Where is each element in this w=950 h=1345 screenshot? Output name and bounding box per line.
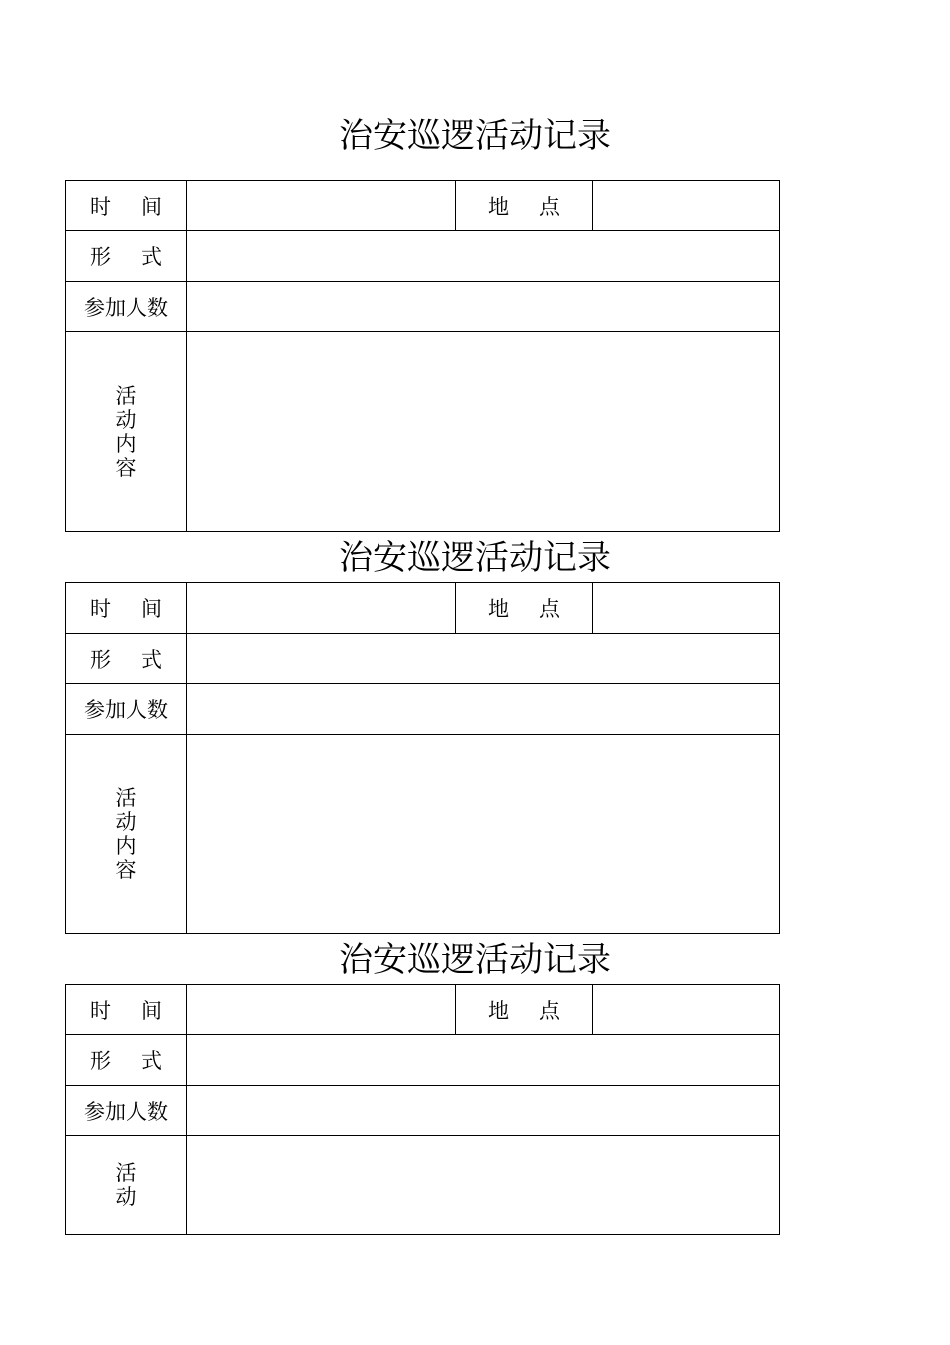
content-label: 活 动 内 容	[66, 735, 187, 934]
content-field[interactable]	[187, 735, 780, 934]
place-field[interactable]	[593, 181, 780, 231]
participants-label: 参加人数	[66, 282, 187, 332]
participants-label: 参加人数	[66, 1086, 187, 1136]
record-title-2: 治安巡逻活动记录	[339, 538, 611, 578]
participants-field[interactable]	[187, 1086, 780, 1136]
record-title-1: 治安巡逻活动记录	[339, 116, 611, 156]
record-table-3	[65, 984, 780, 1235]
content-field[interactable]	[187, 332, 780, 532]
record-table-1	[65, 180, 780, 532]
form-field[interactable]	[187, 634, 780, 684]
participants-field[interactable]	[187, 282, 780, 332]
record-title-3: 治安巡逻活动记录	[339, 940, 611, 980]
content-field[interactable]	[187, 1136, 780, 1235]
content-label: 活 动	[66, 1136, 187, 1235]
participants-field[interactable]	[187, 684, 780, 735]
form-label: 形 式	[66, 634, 187, 684]
form-label: 形 式	[66, 1035, 187, 1086]
time-label: 时 间	[66, 181, 187, 231]
participants-label: 参加人数	[66, 684, 187, 735]
content-label: 活 动 内 容	[66, 332, 187, 532]
time-field[interactable]	[187, 985, 456, 1035]
place-field[interactable]	[593, 985, 780, 1035]
time-label: 时 间	[66, 583, 187, 634]
place-field[interactable]	[593, 583, 780, 634]
record-table-2	[65, 582, 780, 934]
form-field[interactable]	[187, 231, 780, 282]
time-field[interactable]	[187, 181, 456, 231]
place-label: 地 点	[456, 181, 593, 231]
time-label: 时 间	[66, 985, 187, 1035]
place-label: 地 点	[456, 985, 593, 1035]
place-label: 地 点	[456, 583, 593, 634]
time-field[interactable]	[187, 583, 456, 634]
form-field[interactable]	[187, 1035, 780, 1086]
form-label: 形 式	[66, 231, 187, 282]
